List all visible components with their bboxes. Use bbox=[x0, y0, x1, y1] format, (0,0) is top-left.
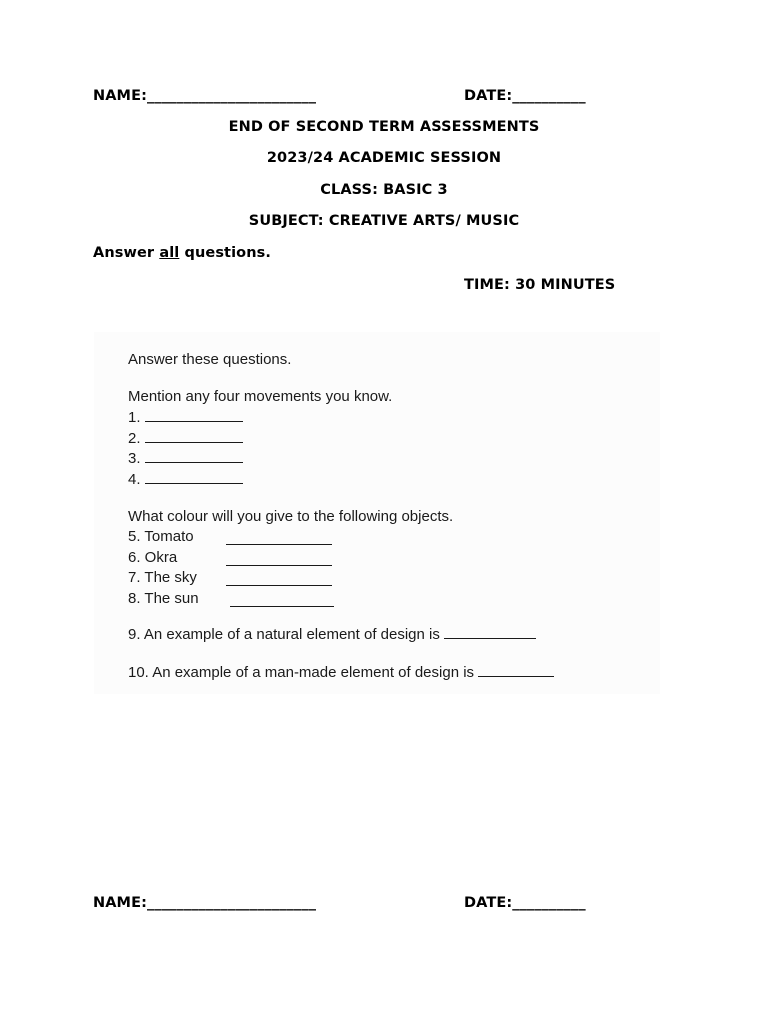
date-blank: __________ bbox=[512, 88, 586, 104]
name-blank: _______________________ bbox=[147, 895, 317, 911]
list-item: 6. Okra bbox=[128, 549, 178, 566]
list-item: 2. bbox=[128, 430, 243, 447]
answer-line bbox=[145, 483, 243, 484]
answer-line bbox=[145, 442, 243, 443]
list-item: 4. bbox=[128, 471, 243, 488]
instruction: Answer all questions. bbox=[93, 245, 271, 261]
name-label: NAME: bbox=[93, 895, 147, 911]
answer-line bbox=[226, 565, 332, 566]
date-field bbox=[464, 88, 586, 104]
question-9: 9. An example of a natural element of design is bbox=[128, 626, 536, 643]
instruction-emphasis: all bbox=[159, 245, 180, 261]
assessment-title: END OF SECOND TERM ASSESSMENTS bbox=[228, 119, 540, 135]
worksheet-image bbox=[94, 332, 660, 694]
answer-line bbox=[478, 676, 554, 677]
list-item: 1. bbox=[128, 409, 243, 426]
name-label: NAME: bbox=[93, 88, 147, 104]
answer-line bbox=[145, 421, 243, 422]
list-item: 3. bbox=[128, 450, 243, 467]
date-blank: __________ bbox=[512, 895, 586, 911]
answer-line bbox=[444, 638, 536, 639]
list-item: 5. Tomato bbox=[128, 528, 194, 545]
footer-name-field bbox=[93, 895, 316, 911]
answer-line bbox=[230, 606, 334, 607]
subject-label: SUBJECT: CREATIVE ARTS/ MUSIC bbox=[248, 213, 520, 229]
list-item: 7. The sky bbox=[128, 569, 197, 586]
footer-date-field bbox=[464, 895, 586, 911]
time-label: TIME: 30 MINUTES bbox=[464, 277, 616, 293]
list-item: 8. The sun bbox=[128, 590, 199, 607]
name-blank: _______________________ bbox=[147, 88, 317, 104]
date-label: DATE: bbox=[464, 88, 513, 104]
worksheet-heading: Answer these questions. bbox=[128, 351, 292, 368]
answer-line bbox=[145, 462, 243, 463]
answer-line bbox=[226, 544, 332, 545]
date-label: DATE: bbox=[464, 895, 513, 911]
section1-prompt: Mention any four movements you know. bbox=[128, 388, 393, 405]
question-10: 10. An example of a man-made element of design is bbox=[128, 664, 554, 681]
section2-prompt: What colour will you give to the following objects. bbox=[128, 508, 454, 525]
name-field bbox=[93, 88, 316, 104]
academic-session: 2023/24 ACADEMIC SESSION bbox=[266, 150, 502, 166]
answer-line bbox=[226, 585, 332, 586]
class-label: CLASS: BASIC 3 bbox=[320, 182, 448, 198]
